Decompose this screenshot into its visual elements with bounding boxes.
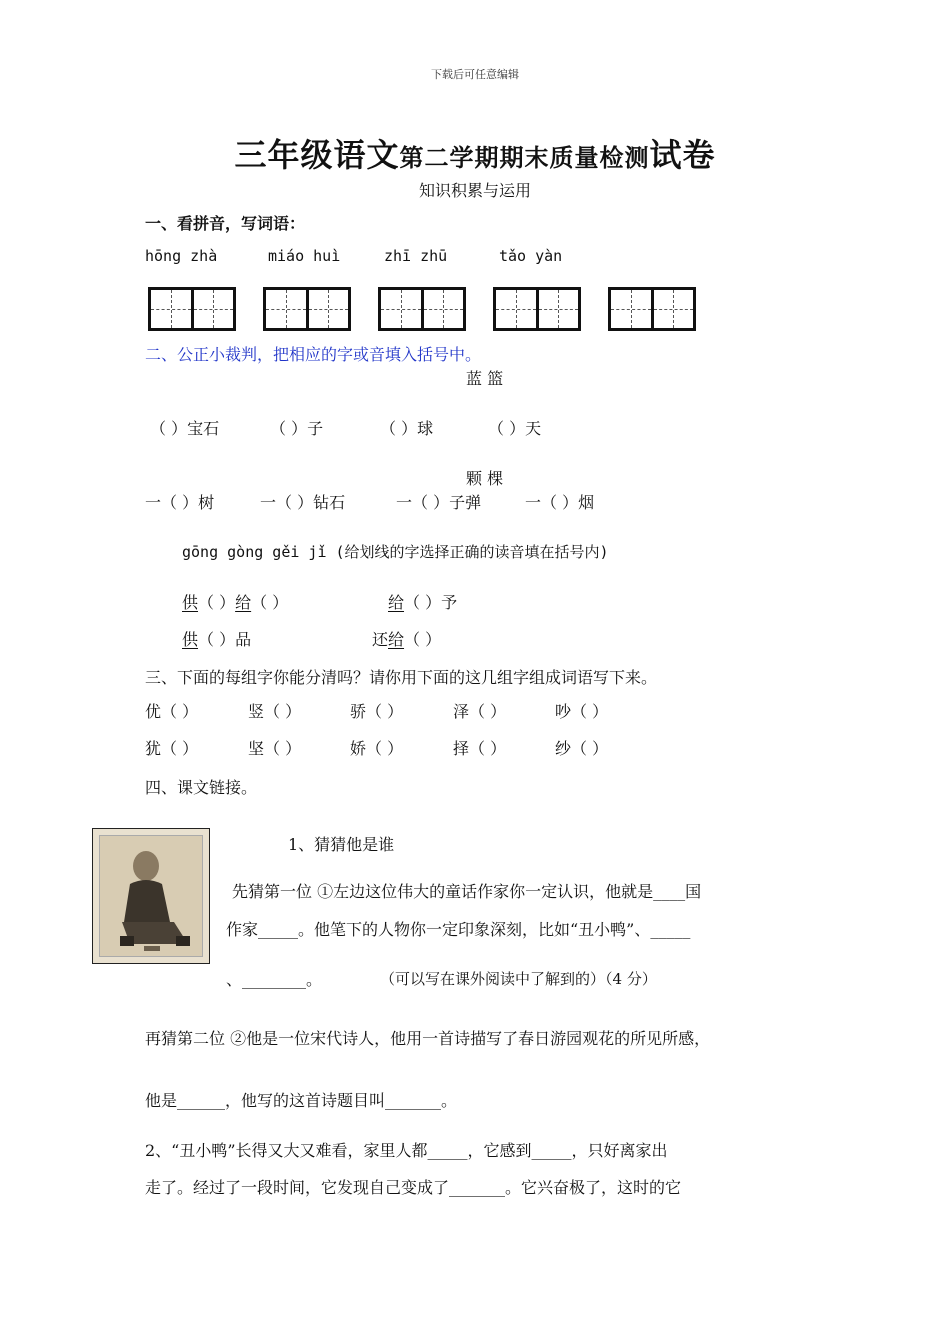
fill-item[interactable]: （ ）宝石 bbox=[150, 419, 220, 438]
word-item[interactable]: 纱（ ） bbox=[555, 739, 609, 758]
blank[interactable]: （ ）品 bbox=[198, 630, 252, 649]
author-portrait-photo bbox=[92, 828, 210, 964]
q2-line1: 2、“丑小鸭”长得又大又难看，家里人都_____，它感到_____，只好离家出 bbox=[145, 1141, 668, 1160]
q1-line4: 再猜第二位 ②他是一位宋代诗人，他用一首诗描写了春日游园观花的所见所感， bbox=[145, 1029, 711, 1048]
q1-line2: 作家_____。他笔下的人物你一定印象深刻，比如“丑小鸭”、_____ bbox=[226, 920, 691, 939]
writing-grid-3[interactable] bbox=[378, 287, 466, 331]
pinyin-4: tǎo yàn bbox=[499, 247, 563, 265]
section3-heading: 三、下面的每组字你能分清吗？请你用下面的这几组字组成词语写下来。 bbox=[145, 668, 658, 687]
pinyin-instruction: gōng gòng gěi jǐ (给划线的字选择正确的读音填在括号内) bbox=[182, 543, 609, 561]
fill-item[interactable]: 一（ ）烟 bbox=[525, 493, 595, 512]
header-note: 下载后可任意编辑 bbox=[431, 68, 519, 81]
q2-line2: 走了。经过了一段时间，它发现自己变成了_______。它兴奋极了，这时的它 bbox=[145, 1178, 682, 1197]
q1-line5: 他是______，他写的这首诗题目叫_______。 bbox=[145, 1091, 458, 1110]
writing-grid-2[interactable] bbox=[263, 287, 351, 331]
underlined-char: 给 bbox=[235, 593, 252, 612]
reading-item-3[interactable] bbox=[182, 627, 251, 650]
word-item[interactable]: 娇（ ） bbox=[350, 739, 404, 758]
fill-item[interactable]: （ ）球 bbox=[380, 419, 434, 438]
fill-item[interactable]: 一（ ）树 bbox=[145, 493, 215, 512]
word-item[interactable]: 竖（ ） bbox=[248, 702, 302, 721]
char-pair-2: 颗 棵 bbox=[466, 469, 504, 488]
page-subtitle: 知识积累与运用 bbox=[418, 181, 531, 200]
section4-heading: 四、课文链接。 bbox=[145, 778, 258, 797]
pinyin-1: hōng zhà bbox=[145, 247, 218, 265]
reading-item-4[interactable] bbox=[372, 627, 441, 650]
underlined-char: 供 bbox=[182, 630, 199, 649]
title-part-mid: 第二学期期末质量检测 bbox=[399, 143, 650, 172]
word-item[interactable]: 吵（ ） bbox=[555, 702, 609, 721]
char-pair-1: 蓝 篮 bbox=[466, 369, 504, 388]
word-item[interactable]: 优（ ） bbox=[145, 702, 199, 721]
fill-item[interactable]: 一（ ）钻石 bbox=[260, 493, 346, 512]
title-part-b: 试卷 bbox=[649, 136, 716, 174]
writing-grid-1[interactable] bbox=[148, 287, 236, 331]
q1-line1: 先猜第一位 ①左边这位伟大的童话作家你一定认识，他就是____国 bbox=[232, 882, 702, 901]
pinyin-2: miáo huì bbox=[268, 247, 341, 265]
writing-grid-5[interactable] bbox=[608, 287, 696, 331]
reading-item-2[interactable] bbox=[388, 590, 457, 613]
fill-item[interactable]: （ ）子 bbox=[270, 419, 324, 438]
writing-grid-4[interactable] bbox=[493, 287, 581, 331]
plain-char: 还 bbox=[372, 630, 389, 649]
fill-item[interactable]: （ ）天 bbox=[488, 419, 542, 438]
underlined-char: 给 bbox=[388, 630, 405, 649]
blank[interactable]: （ ）予 bbox=[404, 593, 458, 612]
section2-heading: 二、公正小裁判，把相应的字或音填入括号中。 bbox=[145, 345, 482, 364]
word-item[interactable]: 泽（ ） bbox=[453, 702, 507, 721]
q1-title: 1、猜猜他是谁 bbox=[288, 835, 395, 854]
blank[interactable]: （ ） bbox=[251, 593, 289, 612]
portrait-figure-icon bbox=[100, 836, 203, 957]
word-item[interactable]: 骄（ ） bbox=[350, 702, 404, 721]
q1-note: （可以写在课外阅读中了解到的）（4 分） bbox=[380, 970, 657, 988]
blank[interactable]: （ ） bbox=[198, 593, 236, 612]
word-item[interactable]: 坚（ ） bbox=[248, 739, 302, 758]
underlined-char: 供 bbox=[182, 593, 199, 612]
fill-item[interactable]: 一（ ）子弹 bbox=[396, 493, 482, 512]
underlined-char: 给 bbox=[388, 593, 405, 612]
blank[interactable]: （ ） bbox=[404, 630, 442, 649]
word-item[interactable]: 犹（ ） bbox=[145, 739, 199, 758]
q1-line3: 、________。 bbox=[226, 970, 323, 989]
reading-item-1[interactable] bbox=[182, 590, 288, 613]
title-part-a: 三年级语文 bbox=[234, 136, 400, 174]
section1-heading: 一、看拼音，写词语： bbox=[145, 214, 306, 233]
pinyin-3: zhī zhū bbox=[384, 247, 448, 265]
page-title bbox=[0, 130, 950, 176]
word-item[interactable]: 择（ ） bbox=[453, 739, 507, 758]
